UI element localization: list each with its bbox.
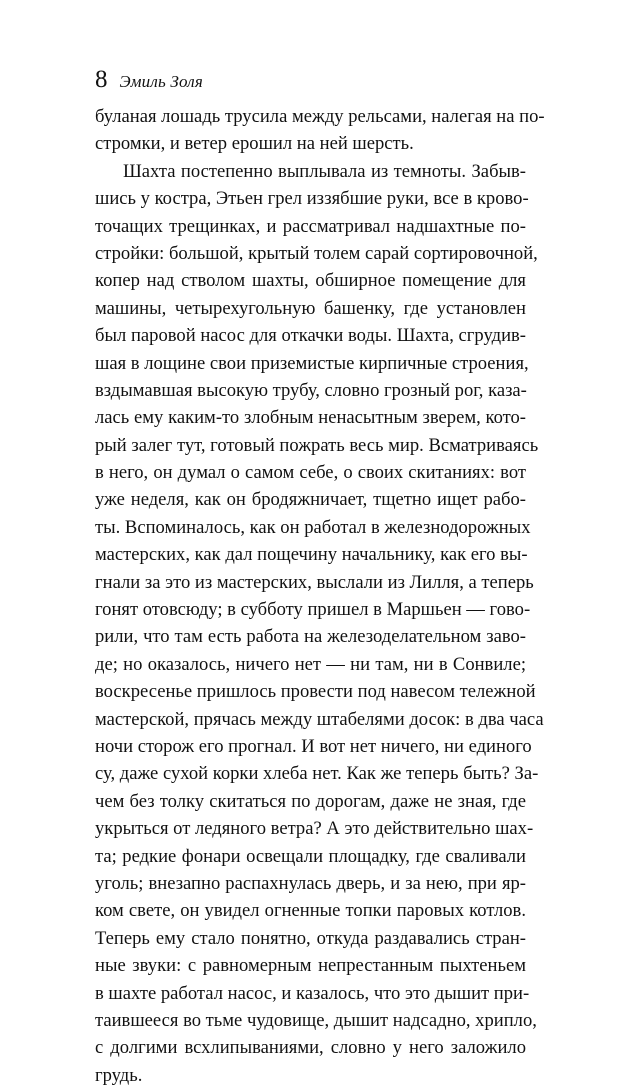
text-line: стромки, и ветер ерошил на ней шерсть. xyxy=(95,133,414,155)
page-number: 8 xyxy=(95,66,108,93)
text-line: ком свете, он увидел огненные топки паровых котлов. xyxy=(95,900,526,922)
text-line: та; редкие фонари освещали площадку, где сваливали xyxy=(95,845,526,867)
text-line: буланая лошадь трусила между рельсами, налегая на по- xyxy=(95,106,545,127)
text-line: уже неделя, как он бродяжничает, тщетно ищет рабо- xyxy=(95,489,526,511)
text-line: мастерских, как дал пощечину начальнику, как его вы- xyxy=(95,544,528,566)
text-line: шая в лощине свои приземистые кирпичные строения, xyxy=(95,352,529,374)
text-line: ные звуки: с равномерным непрестанным пыхтеньем xyxy=(95,955,526,977)
text-line: укрыться от ледяного ветра? А это действительно шах- xyxy=(95,818,534,840)
text-line: Шахта постепенно выплывала из темноты. Забыв- xyxy=(123,160,526,182)
paragraph-1 xyxy=(95,103,545,158)
text-line: су, даже сухой корки хлеба нет. Как же теперь быть? За- xyxy=(95,763,539,785)
text-line: гонят отовсюду; в субботу пришел в Маршьен — гово- xyxy=(95,599,531,621)
running-head xyxy=(95,66,203,96)
text-line: Теперь ему стало понятно, откуда раздавались стран- xyxy=(95,927,526,949)
text-line: ты. Вспоминалось, как он работал в железнодорожных xyxy=(95,516,531,538)
text-line: рый залег тут, готовый пожрать весь мир. Всматриваясь xyxy=(95,434,539,456)
text-line: шись у костра, Этьен грел иззябшие руки, все в крово- xyxy=(95,188,529,210)
text-line: с долгими всхлипываниями, словно у него заложило xyxy=(95,1037,526,1059)
text-line: был паровой насос для откачки воды. Шахта, сгрудив- xyxy=(95,325,526,347)
text-line: таившееся во тьме чудовище, дышит надсадно, хрипло, xyxy=(95,1009,537,1031)
text-line: машины, четырехугольную башенку, где установлен xyxy=(95,297,526,319)
text-line: вздымавшая высокую трубу, словно грозный рог, каза- xyxy=(95,379,527,401)
text-line: грудь. xyxy=(95,1064,143,1086)
text-line: в него, он думал о самом себе, о своих скитаниях: вот xyxy=(95,462,526,484)
text-line: де; но оказалось, ничего нет — ни там, ни в Сонвиле; xyxy=(95,653,526,675)
running-title: Эмиль Золя xyxy=(119,72,203,91)
text-line: в шахте работал насос, и казалось, что это дышит при- xyxy=(95,982,530,1004)
text-line: лась ему каким-то злобным ненасытным зверем, кото- xyxy=(95,407,526,429)
text-line: чем без толку скитаться по дорогам, даже не зная, где xyxy=(95,790,526,812)
text-line: стройки: большой, крытый толем сарай сортировочной, xyxy=(95,242,538,264)
text-line: ночи сторож его прогнал. И вот нет ничего, ни единого xyxy=(95,735,532,757)
text-line: воскресенье пришлось провести под навесом тележной xyxy=(95,681,536,703)
body-text xyxy=(95,103,545,1089)
text-line: рили, что там есть работа на железоделательном заво- xyxy=(95,626,526,648)
paragraph-2 xyxy=(95,158,544,1089)
text-line: копер над стволом шахты, обширное помещение для xyxy=(95,270,526,292)
text-line: точащих трещинках, и рассматривал надшахтные по- xyxy=(95,215,526,237)
text-line: гнали за это из мастерских, выслали из Лилля, а теперь xyxy=(95,571,534,593)
text-line: мастерской, прячась между штабелями досок: в два часа xyxy=(95,708,544,730)
text-line: уголь; внезапно распахнулась дверь, и за нею, при яр- xyxy=(95,872,526,894)
